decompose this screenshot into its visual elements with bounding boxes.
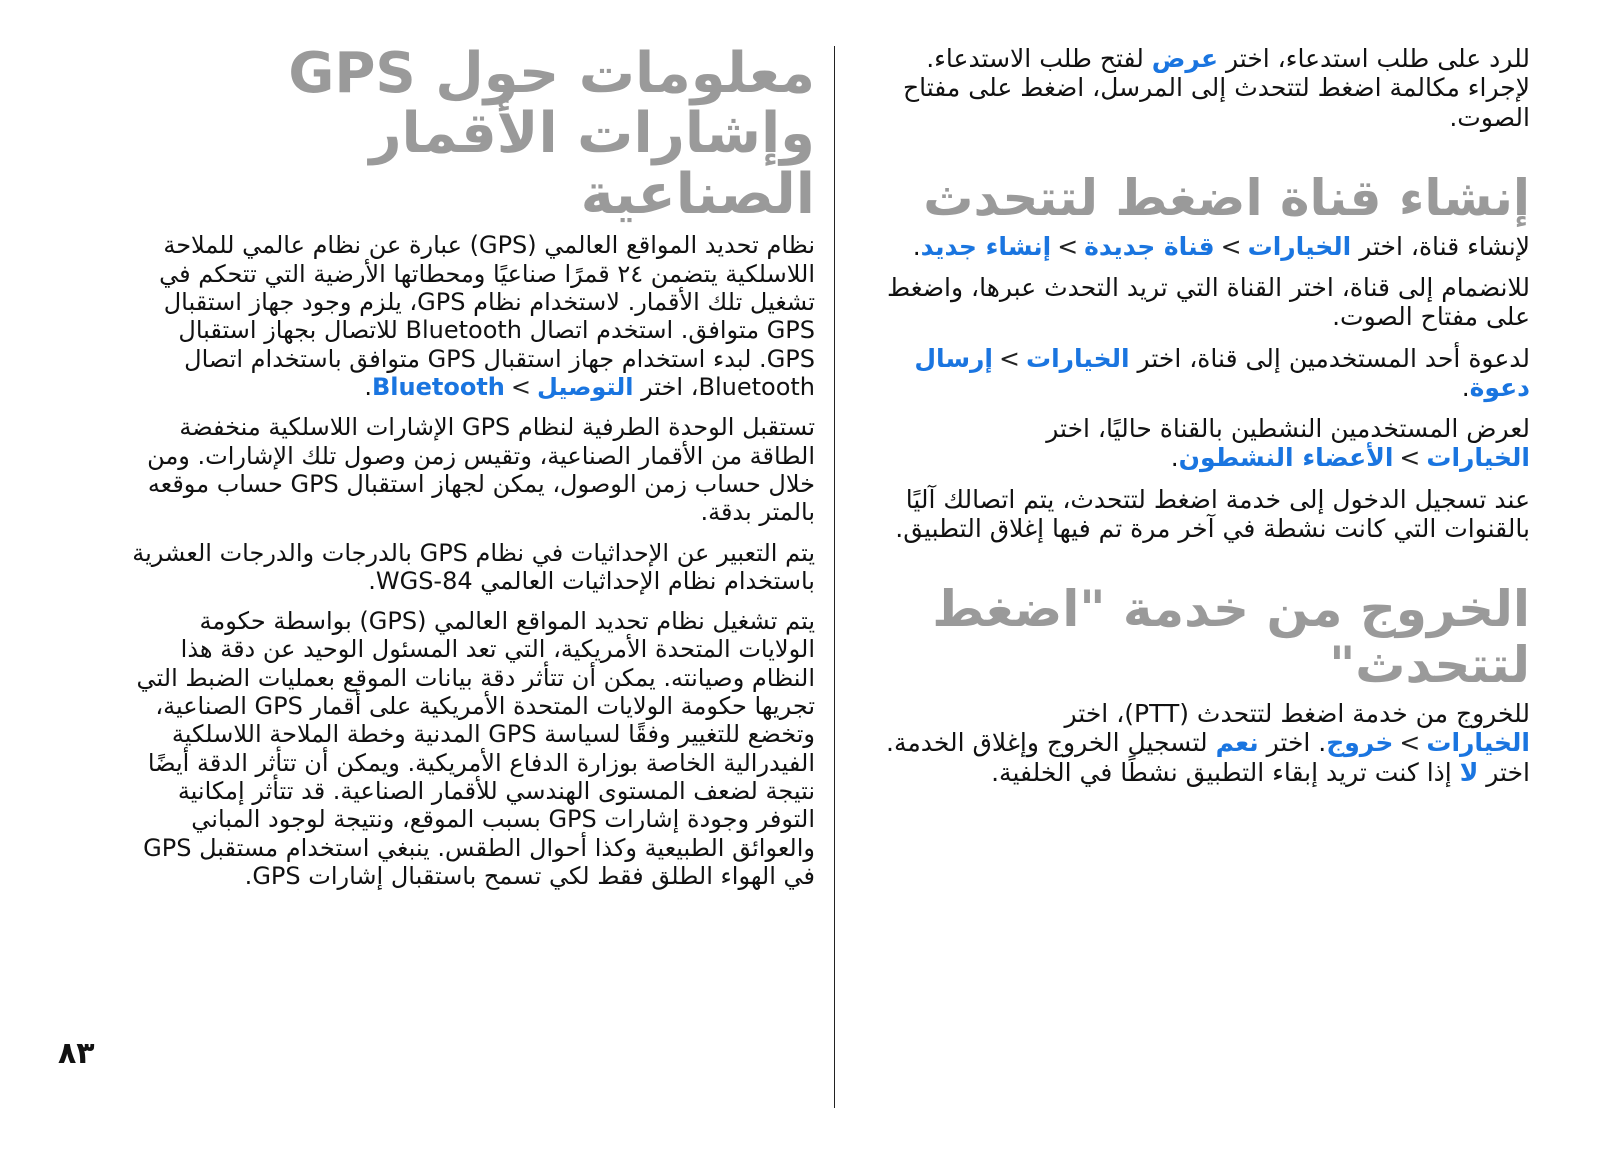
text-run: . اختر: [1258, 728, 1327, 758]
text-run: للرد على طلب استدعاء، اختر: [1218, 44, 1530, 73]
no-link[interactable]: لا: [1459, 757, 1479, 787]
send-invite-link[interactable]: إرسال دعوة: [914, 343, 1530, 402]
menu-separator: >: [1057, 231, 1079, 261]
menu-separator: >: [1399, 728, 1421, 758]
text-run: لإنشاء قناة، اختر: [1351, 231, 1530, 261]
login-paragraph: عند تسجيل الدخول إلى خدمة اضغط لتتحدث، يتم اتصالك آليًا بالقنوات التي كانت نشطة في آخر مرة تم فيها إغلاق التطبيق.: [895, 484, 1530, 543]
create-channel-heading: إنشاء قناة اضغط لتتحدث: [923, 168, 1530, 227]
page-number: ٨٣: [58, 1036, 95, 1071]
menu-separator: >: [1220, 231, 1242, 261]
text-run: للخروج من خدمة اضغط لتتحدث (PTT)، اختر: [1064, 699, 1530, 728]
exit-service-heading: الخروج من خدمة "اضغط لتتحدث": [932, 580, 1530, 694]
menu-separator: >: [999, 343, 1020, 373]
exit-link[interactable]: خروج: [1326, 728, 1394, 758]
options-link[interactable]: الخيارات: [1426, 728, 1530, 758]
text-run: لفتح طلب الاستدعاء. لإجراء مكالمة اضغط لتتحدث إلى المرسل، اضغط على مفتاح الصوت.: [902, 44, 1530, 132]
gps-intro-paragraph: [130, 231, 815, 401]
text-run: .: [364, 372, 372, 401]
active-members-paragraph: [870, 414, 1530, 473]
text-run: نظام تحديد المواقع العالمي (GPS) عبارة عن نظام عالمي للملاحة اللاسلكية يتضمن ٢٤ قمرًا صناعيًا ومحطاتها الأرضية التي تتحكم في تشغيل تلك الأقمار. لاستخدام نظام GPS، يلزم وجود جهاز استقبال GPS متوافق. استخدم اتصال Bluetooth للاتصال بجهاز استقبال GPS. لبدء استخدام جهاز استقبال GPS متوافق باستخدام اتصال Bluetooth، اختر: [159, 231, 815, 401]
text-run: .: [1461, 372, 1470, 402]
view-link[interactable]: عرض: [1151, 44, 1219, 73]
invite-user-paragraph: [870, 344, 1530, 403]
join-channel-paragraph: للانضمام إلى قناة، اختر القناة التي تريد التحدث عبرها، واضغط على مفتاح الصوت.: [887, 273, 1530, 332]
yes-link[interactable]: نعم: [1215, 728, 1259, 758]
connectivity-link[interactable]: التوصيل: [536, 372, 634, 401]
text-run: إذا كنت تريد إبقاء التطبيق نشطًا في الخلفية.: [991, 757, 1460, 787]
new-channel-link[interactable]: قناة جديدة: [1084, 231, 1215, 261]
right-column: [870, 44, 1530, 799]
options-link[interactable]: الخيارات: [1247, 231, 1352, 261]
left-column: [130, 41, 815, 902]
text-run: لتسجيل الخروج وإغلاق الخدمة. اختر: [886, 728, 1530, 787]
reply-callback-paragraph: [870, 44, 1530, 132]
gps-government-paragraph: يتم تشغيل نظام تحديد المواقع العالمي (GPS) بواسطة حكومة الولايات المتحدة الأمريكية، التي تعد المسئول الوحيد عن دقة هذا النظام وصيانته. يمكن أن تتأثر دقة بيانات الموقع بعمليات الضبط التي تجريها حكومة الولايات المتحدة الأمريكية على أقمار GPS الصناعية، وتخضع للتغيير وفقًا لسياسة GPS المدنية وخطة الملاحة اللاسلكية الفيدرالية الخاصة بوزارة الدفاع الأمريكية. ويمكن أن تتأثر الدقة أيضًا نتيجة لضعف المستوى الهندسي للأقمار الصناعية. قد تتأثر إمكانية التوفر وجودة إشارات GPS بسبب الموقع، ونتيجة لوجود المباني والعوائق الطبيعية وكذا أحوال الطقس. ينبغي استخدام مستقبل GPS في الهواء الطلق فقط لكي تسمح باستقبال إشارات GPS.: [136, 607, 815, 890]
text-run: .: [912, 231, 921, 261]
active-members-link[interactable]: الأعضاء النشطون: [1178, 443, 1394, 473]
create-new-link[interactable]: إنشاء جديد: [920, 231, 1052, 261]
text-run: لدعوة أحد المستخدمين إلى قناة، اختر: [1129, 343, 1530, 373]
options-link[interactable]: الخيارات: [1426, 443, 1530, 473]
gps-coordinates-paragraph: يتم التعبير عن الإحداثيات في نظام GPS بالدرجات والدرجات العشرية باستخدام نظام الإحداثيات العالمي WGS-84.: [132, 538, 815, 595]
gps-heading: معلومات حول GPS وإشارات الأقمار الصناعية: [288, 41, 815, 227]
column-divider: [834, 46, 835, 1108]
bluetooth-link[interactable]: Bluetooth: [371, 372, 505, 401]
create-channel-paragraph: [870, 232, 1530, 261]
exit-service-paragraph: [870, 699, 1530, 787]
menu-separator: >: [1399, 443, 1421, 473]
text-run: .: [1170, 443, 1179, 473]
menu-separator: >: [510, 372, 531, 401]
text-run: لعرض المستخدمين النشطين بالقناة حاليًا، اختر: [1046, 414, 1530, 443]
options-link[interactable]: الخيارات: [1025, 343, 1130, 373]
gps-terminal-paragraph: تستقبل الوحدة الطرفية لنظام GPS الإشارات اللاسلكية منخفضة الطاقة من الأقمار الصناعية، وتقيس زمن وصول تلك الإشارات. ومن خلال حساب زمن الوصول، يمكن لجهاز استقبال GPS حساب موقعه بالمتر بدقة.: [147, 413, 815, 527]
